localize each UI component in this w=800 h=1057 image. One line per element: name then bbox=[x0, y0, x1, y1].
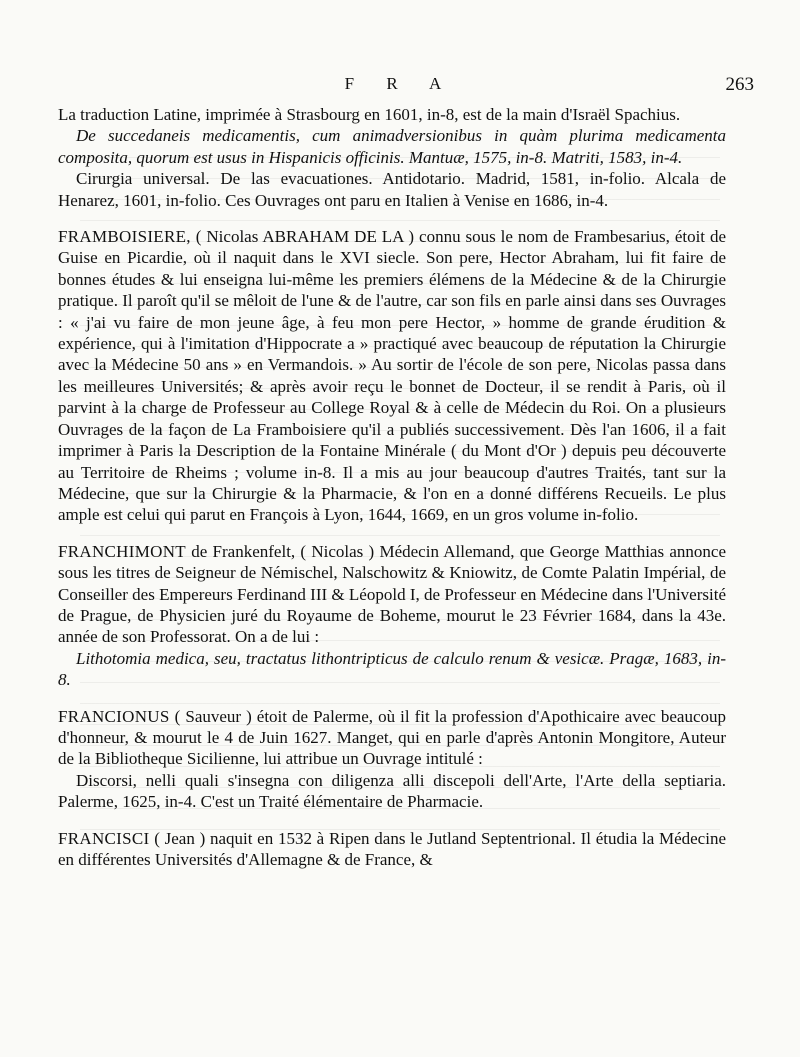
entry-headword: FRANCHIMONT bbox=[58, 541, 186, 561]
intro-paragraph-3: Cirurgia universal. De las evacuationes. Antidotario. Madrid, 1581, in-folio. Alcala de Henarez, 1601, in-folio. Ces Ouvrages ont paru en Italien à Venise en 1686, in-4. bbox=[58, 169, 726, 210]
intro-paragraph-1: La traduction Latine, imprimée à Strasbourg en 1601, in-8, est de la main d'Israël Spachius. bbox=[58, 105, 681, 124]
entry-spacer bbox=[58, 813, 726, 828]
page-header bbox=[0, 70, 800, 100]
entry-framboisiere bbox=[58, 226, 726, 526]
running-head: F R A bbox=[344, 74, 456, 93]
entry-francionus bbox=[58, 706, 726, 770]
entry-franchimont bbox=[58, 541, 726, 648]
entry-spacer bbox=[58, 211, 726, 226]
intro-paragraph-2: De succedaneis medicamentis, cum animadversionibus in quàm plurima medicamenta composita, quorum est usus in Hispanicis officinis. Mantuæ, 1575, in-8. Matriti, 1583, in-4. bbox=[58, 126, 726, 167]
text-column bbox=[58, 104, 726, 870]
entry-spacer bbox=[58, 526, 726, 541]
entry-francisci bbox=[58, 828, 726, 871]
entry-work-citation: Lithotomia medica, seu, tractatus lithontripticus de calculo renum & vesicæ. Pragæ, 1683, in-8. bbox=[58, 648, 726, 690]
entry-body: ( Jean ) naquit en 1532 à Ripen dans le Jutland Septentrional. Il étudia la Médecine en différentes Universités d'Allemagne & de France, & bbox=[58, 828, 726, 869]
entry-headword: FRANCIONUS bbox=[58, 706, 170, 726]
entry-headword: FRANCISCI bbox=[58, 828, 150, 848]
entry-spacer bbox=[58, 691, 726, 706]
entry-body: de Frankenfelt, ( Nicolas ) Médecin Allemand, que George Matthias annonce sous les titres de Seigneur de Némischel, Nalschowitz & Kniowitz, de Comte Palatin Impérial, de Conseiller des Empereurs Ferdinand III & Léopold I, de Professeur en Médecine dans l'Université de Prague, de Physicien juré du Royaume de Boheme, mourut le 23 Février 1684, dans la 43e. année de son Professorat. On a de lui : bbox=[58, 541, 726, 647]
entry-body: ( Nicolas ABRAHAM DE LA ) connu sous le nom de Frambesarius, étoit de Guise en Picardie, où il naquit dans le XVI siecle. Son pere, Hector Abraham, lui fit faire de bonnes études & lui enseigna lui-même les premiers élémens de la Médecine & de la Chirurgie pratique. Il paroît qu'il se mêloit de l'une & de l'autre, car son fils en parle ainsi dans ses Ouvrages : « j'ai vu faire de mon jeune âge, à feu mon pere Hector, » homme de grande érudition & expérience, qui à l'imitation d'Hippocrate a » practiqué avec beaucoup de réputation la Chirurgie avec la Médecine 50 ans » en Vermandois. » Au sortir de l'école de son pere, Nicolas passa dans les meilleures Universités; & après avoir reçu le bonnet de Docteur, il se rendit à Paris, où il parvint à la charge de Professeur au College Royal & à celle de Médecin du Roi. On a plusieurs Ouvrages de la façon de La Framboisiere qu'il a publiés successivement. Dès l'an 1606, il a fait imprimer à Paris la Description de la Fontaine Minérale ( du Mont d'Or ) depuis peu découverte au Territoire de Rheims ; volume in-8. Il a mis au jour beaucoup d'autres Traités, tant sur la Médecine, que sur la Chirurgie & la Pharmacie, & l'on en a donné différens Recueils. Le plus ample est celui qui parut en François à Lyon, 1644, 1669, en un gros volume in-folio. bbox=[58, 227, 727, 525]
entry-body: ( Sauveur ) étoit de Palerme, où il fit la profession d'Apothicaire avec beaucoup d'honneur, & mourut le 4 de Juin 1627. Manget, qui en parle d'après Antonin Mongitore, Auteur de la Bibliotheque Sicilienne, lui attribue un Ouvrage intitulé : bbox=[58, 706, 726, 769]
entry-work-citation: Discorsi, nelli quali s'insegna con diligenza alli discepoli dell'Arte, l'Arte della septiaria. Palerme, 1625, in-4. C'est un Traité élémentaire de Pharmacie. bbox=[58, 770, 726, 812]
entry-headword: FRAMBOISIERE, bbox=[58, 227, 191, 247]
page-number: 263 bbox=[725, 74, 754, 95]
